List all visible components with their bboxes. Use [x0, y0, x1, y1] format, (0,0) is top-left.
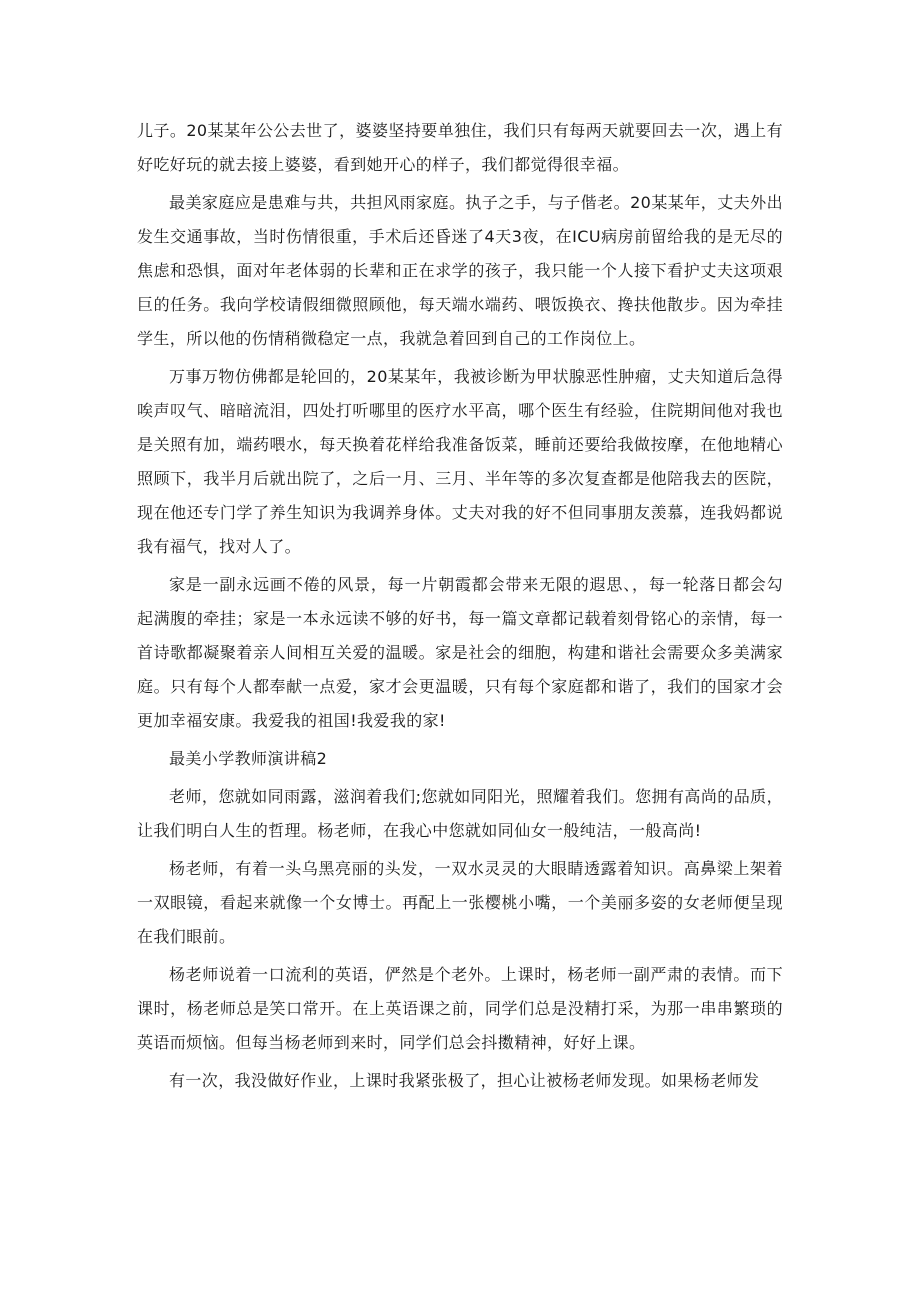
- paragraph-home: 家是一副永远画不倦的风景，每一片朝霞都会带来无限的遐思、，每一轮落日都会勾起满腹的牵挂；家是一本永远读不够的好书，每一篇文章都记载着刻骨铭心的亲情，每一首诗歌都凝聚着亲人间相互关爱的温暖。家是社会的细胞，构建和谐社会需要众多美满家庭。只有每个人都奉献一点爱，家才会更温暖，只有每个家庭都和谐了，我们的国家才会更加幸福安康。我爱我的祖国!我爱我的家!: [137, 575, 783, 730]
- document-body: [137, 114, 783, 1102]
- paragraph-continued: 儿子。20某某年公公去世了，婆婆坚持要单独住，我们只有每两天就要回去一次，遇上有好吃好玩的就去接上婆婆，看到她开心的样子，我们都觉得很幸福。: [137, 121, 783, 174]
- paragraph-illness: 万事万物仿佛都是轮回的，20某某年，我被诊断为甲状腺恶性肿瘤，丈夫知道后急得唉声叹气、暗暗流泪，四处打听哪里的医疗水平高，哪个医生有经验，住院期间他对我也是关照有加，端药喂水，每天换着花样给我准备饭菜，睡前还要给我做按摩，在他地精心照顾下，我半月后就出院了，之后一月、三月、半年等的多次复查都是他陪我去的医院，现在他还专门学了养生知识为我调养身体。丈夫对我的好不但同事朋友羡慕，连我妈都说我有福气，找对人了。: [137, 367, 783, 556]
- paragraph-homework: 有一次，我没做好作业，上课时我紧张极了，担心让被杨老师发现。如果杨老师发: [169, 1071, 760, 1090]
- paragraph-teacher-appearance: 杨老师，有着一头乌黑亮丽的头发，一双水灵灵的大眼睛透露着知识。高鼻梁上架着一双眼镜，看起来就像一个女博士。再配上一张樱桃小嘴，一个美丽多姿的女老师便呈现在我们眼前。: [137, 859, 783, 946]
- paragraph-teacher-intro: 老师，您就如同雨露，滋润着我们;您就如同阳光，照耀着我们。您拥有高尚的品质，让我们明白人生的哲理。杨老师，在我心中您就如同仙女一般纯洁，一般高尚!: [137, 787, 783, 840]
- paragraph-teacher-english: 杨老师说着一口流利的英语，俨然是个老外。上课时，杨老师一副严肃的表情。而下课时，杨老师总是笑口常开。在上英语课之前，同学们总是没精打采，为那一串串繁琐的英语而烦恼。但每当杨老师到来时，同学们总会抖擞精神，好好上课。: [137, 965, 783, 1052]
- paragraph-hardship: 最美家庭应是患难与共，共担风雨家庭。执子之手，与子偕老。20某某年，丈夫外出发生交通事故，当时伤情很重，手术后还昏迷了4天3夜，在ICU病房前留给我的是无尽的焦虑和恐惧，面对年老体弱的长辈和正在求学的孩子，我只能一个人接下看护丈夫这项艰巨的任务。我向学校请假细微照顾他，每天端水端药、喂饭换衣、搀扶他散步。因为牵挂学生，所以他的伤情稍微稳定一点，我就急着回到自己的工作岗位上。: [137, 193, 783, 348]
- section-heading: 最美小学教师演讲稿2: [169, 749, 328, 768]
